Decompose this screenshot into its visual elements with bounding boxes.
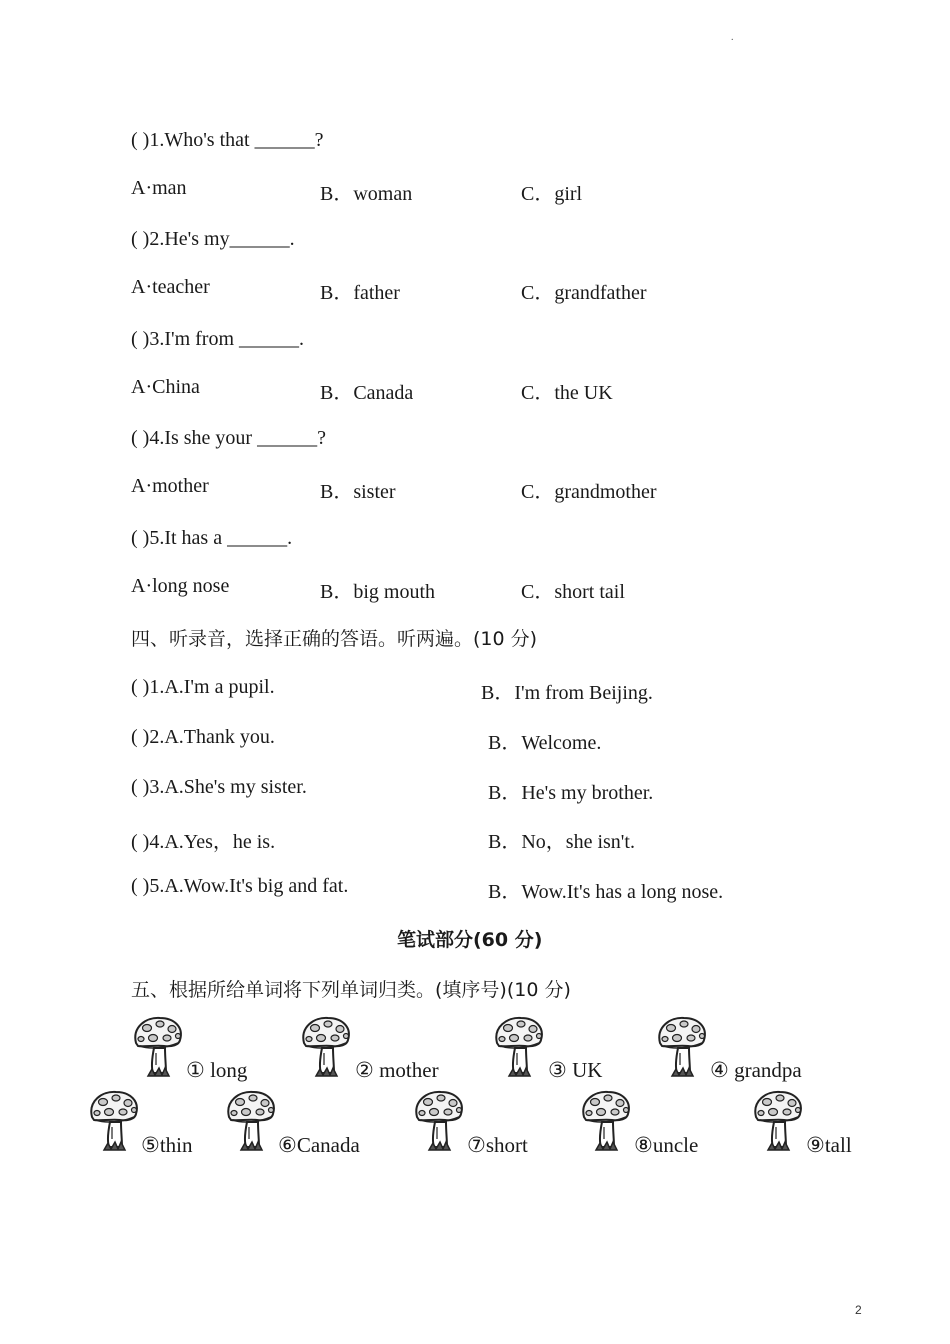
word-3: ③ UK xyxy=(548,1058,603,1082)
word-4: ④ grandpa xyxy=(710,1058,802,1082)
mushroom-icon xyxy=(411,1087,467,1153)
section5-title: 五、根据所给单词将下列单词归类。(填序号)(10 分) xyxy=(131,979,571,1001)
question-4-option-c: C．grandmother xyxy=(521,481,657,503)
question-3-option-b: B．Canada xyxy=(320,382,414,404)
section4-title: 四、听录音，选择正确的答语。听两遍。(10 分) xyxy=(131,628,538,650)
listening-item-2-a: ( )2.A.Thank you. xyxy=(131,726,275,748)
question-2-option-a: A·teacher xyxy=(131,276,210,298)
listening-item-3-a: ( )3.A.She's my sister. xyxy=(131,776,307,798)
listening-item-1-b: B．I'm from Beijing. xyxy=(481,682,653,704)
mushroom-icon xyxy=(298,1013,354,1079)
listening-item-1-a: ( )1.A.I'm a pupil. xyxy=(131,676,275,698)
word-1: ① long xyxy=(186,1058,248,1082)
word-9: ⑨tall xyxy=(806,1133,852,1157)
listening-item-4-a: ( )4.A.Yes，he is. xyxy=(131,831,276,853)
word-2: ② mother xyxy=(355,1058,439,1082)
mushroom-icon xyxy=(491,1013,547,1079)
question-1-option-c: C．girl xyxy=(521,183,583,205)
word-8: ⑧uncle xyxy=(634,1133,699,1157)
question-4-option-a: A·mother xyxy=(131,475,209,497)
mushroom-icon xyxy=(130,1013,186,1079)
question-3-option-c: C．the UK xyxy=(521,382,613,404)
question-3-option-a: A·China xyxy=(131,376,200,398)
question-3-stem: ( )3.I'm from ______. xyxy=(131,328,305,350)
question-5-stem: ( )5.It has a ______. xyxy=(131,527,293,549)
question-1-option-a: A·man xyxy=(131,177,187,199)
listening-item-2-b: B．Welcome. xyxy=(488,732,602,754)
listening-item-4-b: B．No，she isn't. xyxy=(488,831,635,853)
mushroom-icon xyxy=(223,1087,279,1153)
question-5-option-b: B．big mouth xyxy=(320,581,436,603)
page-number: 2 xyxy=(855,1303,862,1317)
question-2-option-c: C．grandfather xyxy=(521,282,647,304)
header-mark: . xyxy=(731,32,734,43)
word-5: ⑤thin xyxy=(141,1133,193,1157)
word-7: ⑦short xyxy=(467,1133,528,1157)
question-2-option-b: B．father xyxy=(320,282,400,304)
question-2-stem: ( )2.He's my______. xyxy=(131,228,295,250)
mushroom-icon xyxy=(750,1087,806,1153)
mushroom-icon xyxy=(578,1087,634,1153)
question-5-option-c: C．short tail xyxy=(521,581,625,603)
written-part-title: 笔试部分(60 分) xyxy=(397,929,543,951)
listening-item-5-b: B．Wow.It's has a long nose. xyxy=(488,881,724,903)
question-4-stem: ( )4.Is she your ______? xyxy=(131,427,326,449)
question-5-option-a: A·long nose xyxy=(131,575,230,597)
question-1-option-b: B．woman xyxy=(320,183,413,205)
listening-item-3-b: B．He's my brother. xyxy=(488,782,654,804)
question-1-stem: ( )1.Who's that ______? xyxy=(131,129,324,151)
mushroom-icon xyxy=(86,1087,142,1153)
mushroom-icon xyxy=(654,1013,710,1079)
listening-item-5-a: ( )5.A.Wow.It's big and fat. xyxy=(131,875,349,897)
word-6: ⑥Canada xyxy=(278,1133,360,1157)
question-4-option-b: B．sister xyxy=(320,481,396,503)
